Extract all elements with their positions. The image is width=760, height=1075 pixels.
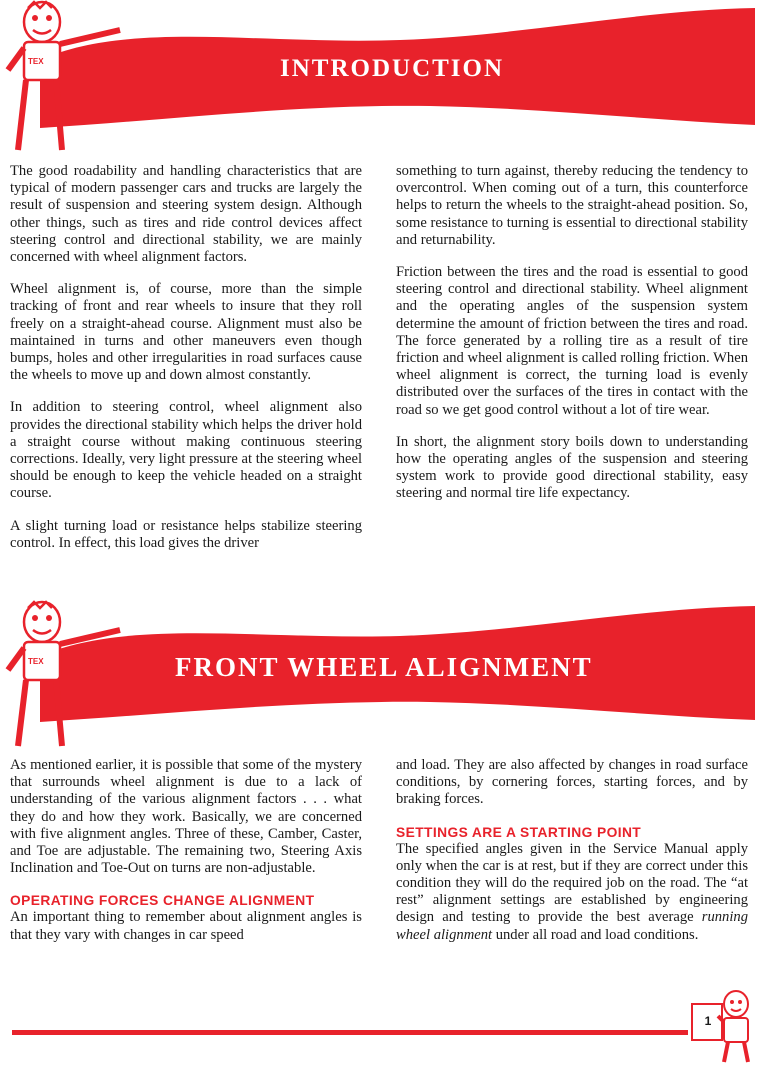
- paragraph: Wheel alignment is, of course, more than the simple tracking of front and rear wheels to insure that they roll freely on a straight-ahead course. Alignment must also be maintained in turns and other maneuvers even though bumps, holes and other irregularities in road surfaces cause the wheels to move up and down almost constantly.: [10, 281, 362, 384]
- intro-left-column: [10, 163, 362, 567]
- paragraph: something to turn against, thereby reducing the tendency to overcontrol. When coming out of a turn, this counterforce helps to return the wheels to the straight-ahead position. So, some resistance to turning is essential to directional stability and returnability.: [396, 163, 748, 248]
- paragraph: The good roadability and handling characteristics that are typical of modern passenger cars and trucks are largely the result of suspension and steering system design. Although other things, such as tires and ride control devices affect steering control and directional stability, we are mainly concerned with wheel alignment factors.: [10, 163, 362, 266]
- paragraph: In short, the alignment story boils down to understanding how the operating angles of the suspension and steering system work to provide good directional stability, easy steering and normal tire life expectancy.: [396, 433, 748, 502]
- paragraph: A slight turning load or resistance helps stabilize steering control. In effect, this load gives the driver: [10, 517, 362, 551]
- paragraph: Friction between the tires and the road is essential to good steering control and directional stability. Wheel alignment and the operating angles of the suspension system determine the amount of friction between the tires and road. The force generated by a rolling tire as a result of tire friction and wheel alignment is called rolling friction. When wheel alignment is correct, the turning load is evenly distributed over the surfaces of the tires in contact with the road so we get good control without a lot of tire wear.: [396, 264, 748, 418]
- paragraph: As mentioned earlier, it is possible that some of the mystery that surrounds wheel alignment is due to a lack of understanding of the various alignment factors . . . what they do and how they work. Basically, we are concerned with five alignment angles. Three of these, Camber, Caster, and Toe are adjustable. The remaining two, Steering Axis Inclination and Toe-Out on turns are non-adjustable.: [10, 757, 362, 877]
- section-heading-settings: SETTINGS ARE A STARTING POINT: [396, 824, 642, 840]
- mascot-badge: TEX: [28, 657, 44, 666]
- paragraph: and load. They are also affected by changes in road surface conditions, by cornering forces, starting forces, and by braking forces.: [396, 757, 748, 808]
- section-heading-operating-forces: OPERATING FORCES CHANGE ALIGNMENT: [10, 893, 315, 909]
- paragraph: [396, 841, 748, 944]
- banner-title-front-wheel-alignment: FRONT WHEEL ALIGNMENT: [175, 652, 593, 682]
- banner-title-introduction: INTRODUCTION: [280, 55, 505, 82]
- fwa-right-column: [396, 757, 748, 959]
- mascot-badge: TEX: [28, 57, 44, 66]
- footer-mascot: [688, 990, 758, 1065]
- footer-rule: [12, 1030, 688, 1035]
- text-run: The specified angles given in the Service Manual apply only when the car is at rest, but if they are correct under this condition they will do the required job on the road. The “at rest” alignment settings are established by engineering design and testing to provide the best average: [396, 840, 748, 926]
- emphasis-text: running wheel alignment: [396, 909, 748, 943]
- fwa-left-column: [10, 757, 362, 959]
- intro-right-column: [396, 163, 748, 518]
- paragraph: In addition to steering control, wheel alignment also provides the directional stability which helps the driver hold a straight course without making continuous steering corrections. Ideally, very light pressure at the steering wheel should be enough to keep the vehicle headed on a straight course.: [10, 399, 362, 502]
- text-run: under all road and load conditions.: [492, 926, 699, 943]
- page-number: 1: [704, 1014, 712, 1028]
- paragraph: An important thing to remember about alignment angles is that they vary with changes in car speed: [10, 909, 362, 943]
